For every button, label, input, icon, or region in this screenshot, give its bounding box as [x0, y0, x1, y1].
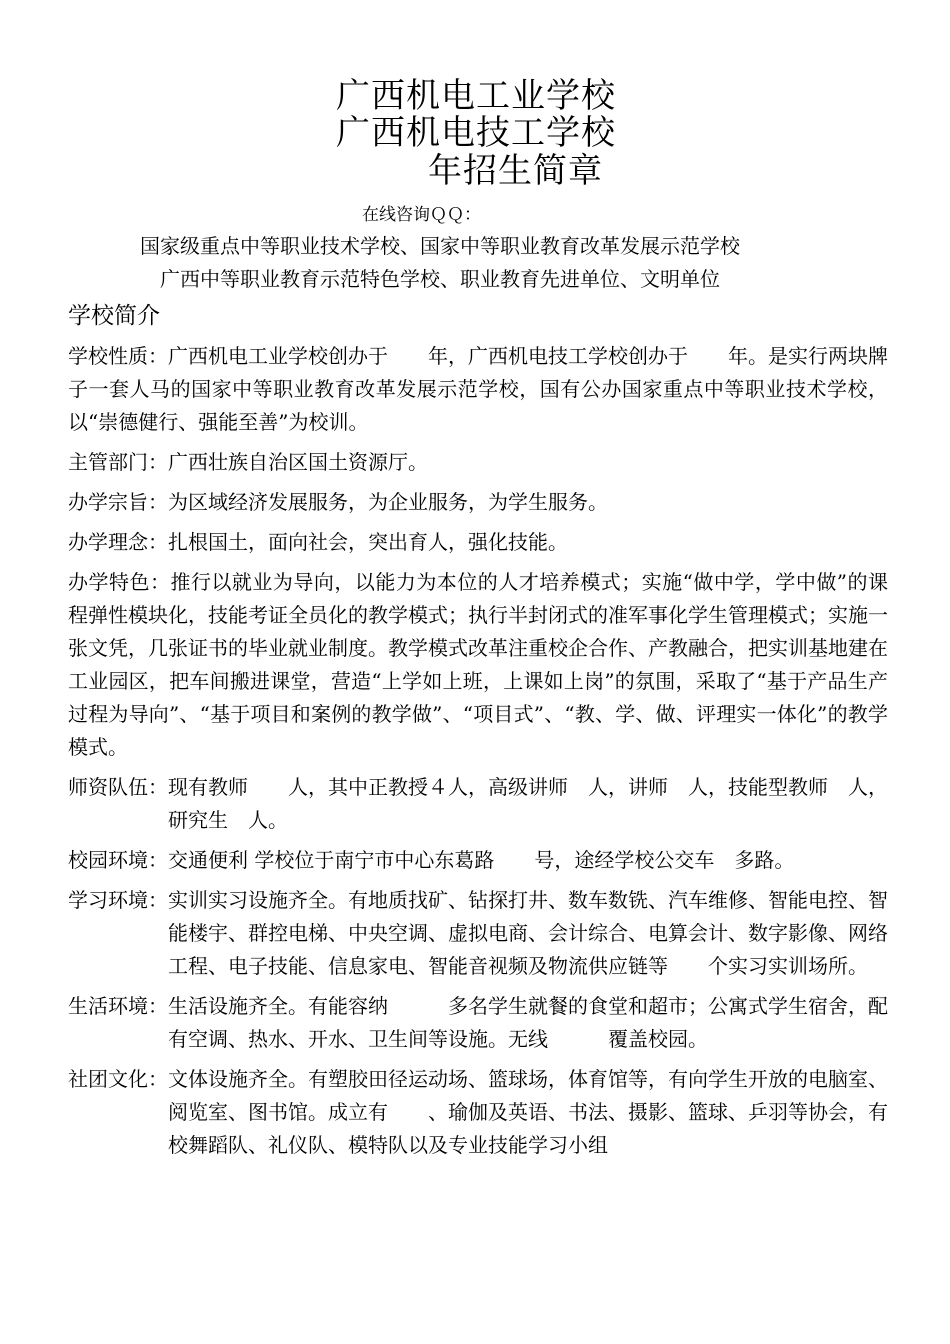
- item-text: 文体设施齐全。有塑胶田径运动场、篮球场，体育馆等，有向学生开放的电脑室、阅览室、图书馆。成立有 、瑜伽及英语、书法、摄影、篮球、乒羽等协会，有校舞蹈队、礼仪队、模特队以及专业技能学习小组: [168, 1067, 888, 1157]
- item-school-nature: [68, 340, 888, 439]
- item-text: 广西机电工业学校创办于 年，广西机电技工学校创办于 年。是实行两块牌子一套人马的国家中等职业教育改革发展示范学校，国有公办国家重点中等职业技术学校，以“崇德健行、强能至善”为校训。: [68, 344, 888, 434]
- section-heading-school-intro: 学校简介: [68, 303, 160, 329]
- item-text: 扎根国土，面向社会，突出育人，强化技能。: [168, 530, 568, 554]
- item-faculty: [68, 771, 888, 837]
- item-supervisor: [68, 446, 888, 479]
- item-club-culture: [68, 1063, 888, 1162]
- item-label: 办学特色：: [68, 570, 171, 594]
- item-label: 校园环境：: [68, 848, 168, 872]
- item-living-environment: [68, 990, 888, 1056]
- item-purpose: [68, 486, 888, 519]
- item-text: 现有教师 人，其中正教授４人，高级讲师 人，讲师 人，技能型教师 人，研究生 人。: [168, 775, 888, 832]
- item-label: 学习环境：: [68, 888, 168, 912]
- item-text: 推行以就业为导向，以能力为本位的人才培养模式；实施“做中学，学中做”的课程弹性模块化，技能考证全员化的教学模式；执行半封闭式的准军事化学生管理模式；实施一张文凭，几张证书的毕业就业制度。教学模式改革注重校企合作、产教融合，把实训基地建在工业园区，把车间搬进课堂，营造“上学如上班，上课如上岗”的氛围，采取了“基于产品生产过程为导向”、“基于项目和案例的教学做”、“项目式”、“教、学、做、评理实一体化”的教学模式。: [68, 570, 889, 759]
- item-text: 交通便利 学校位于南宁市中心东葛路 号，途经学校公交车 多路。: [168, 848, 795, 872]
- item-label: 社团文化：: [68, 1067, 168, 1091]
- item-campus-environment: [68, 844, 888, 877]
- school-intro-content: [68, 340, 888, 1162]
- item-text: 实训实习设施齐全。有地质找矿、钻探打井、数车数铣、汽车维修、智能电控、智能楼宇、群控电梯、中央空调、虚拟电商、会计综合、电算会计、数字影像、网络工程、电子技能、信息家电、智能音视频及物流供应链等 个实习实训场所。: [168, 888, 888, 978]
- item-label: 生活环境：: [68, 994, 168, 1018]
- item-learning-environment: [68, 884, 888, 983]
- item-label: 学校性质：: [68, 344, 168, 368]
- item-philosophy: [68, 526, 888, 559]
- item-label: 主管部门：: [68, 450, 168, 474]
- school-name-primary: 广西机电工业学校: [336, 76, 616, 116]
- item-text: 广西壮族自治区国土资源厅。: [168, 450, 428, 474]
- item-label: 办学理念：: [68, 530, 168, 554]
- document-title: 年招生简章: [428, 151, 603, 191]
- item-text: 生活设施齐全。有能容纳 多名学生就餐的食堂和超市；公寓式学生宿舍，配有空调、热水、开水、卫生间等设施。无线 覆盖校园。: [168, 994, 888, 1051]
- honor-line-2: 广西中等职业教育示范特色学校、职业教育先进单位、文明单位: [160, 267, 720, 291]
- item-label: 办学宗旨：: [68, 490, 168, 514]
- online-consult-qq: 在线咨询ＱＱ：: [362, 205, 481, 225]
- honor-line-1: 国家级重点中等职业技术学校、国家中等职业教育改革发展示范学校: [140, 234, 740, 258]
- item-label: 师资队伍：: [68, 775, 168, 799]
- school-name-secondary: 广西机电技工学校: [336, 113, 616, 153]
- item-features: [68, 566, 888, 764]
- item-text: 为区域经济发展服务，为企业服务，为学生服务。: [168, 490, 608, 514]
